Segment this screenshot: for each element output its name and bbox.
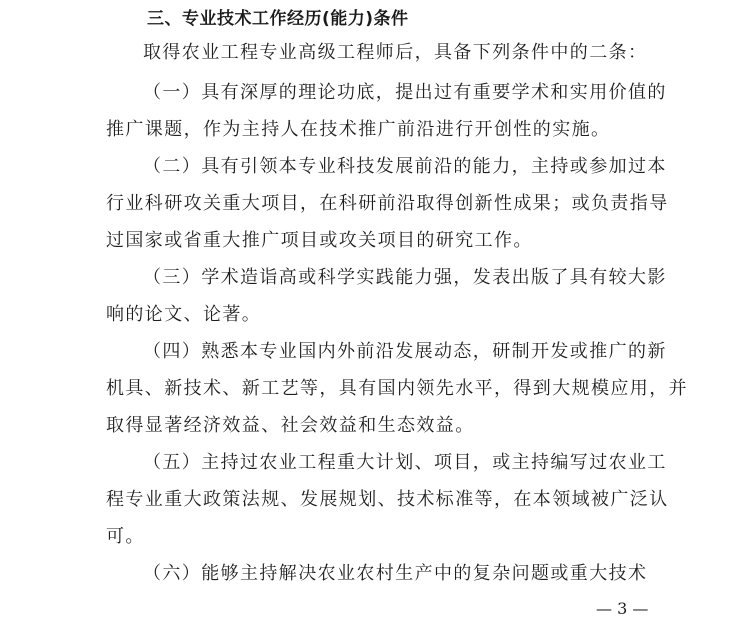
text-line: 可。	[106, 526, 145, 547]
text-line: （五）主持过农业工程重大计划、项目，或主持编写过农业工	[143, 452, 667, 473]
text-line: 取得显著经济效益、社会效益和生态效益。	[106, 415, 475, 436]
text-line: （六）能够主持解决农业农村生产中的复杂问题或重大技术	[143, 563, 648, 584]
text-line: 推广课题，作为主持人在技术推广前沿进行开创性的实施。	[106, 119, 611, 140]
text-line: （四）熟悉本专业国内外前沿发展动态，研制开发或推广的新	[143, 341, 667, 362]
text-line: 过国家或省重大推广项目或攻关项目的研究工作。	[106, 230, 533, 251]
page-number: — 3 —	[596, 599, 649, 618]
text-line: （二）具有引领本专业科技发展前沿的能力，主持或参加过本	[143, 156, 667, 177]
text-line: 机具、新技术、新工艺等，具有国内领先水平，得到大规模应用，并	[106, 378, 688, 399]
text-line: （一）具有深厚的理论功底，提出过有重要学术和实用价值的	[143, 82, 667, 103]
text-line: 程专业重大政策法规、发展规划、技术标准等，在本领域被广泛认	[106, 489, 669, 510]
text-line: 行业科研攻关重大项目，在科研前沿取得创新性成果；或负责指导	[106, 193, 669, 214]
text-line: 响的论文、论著。	[106, 304, 262, 325]
text-line: 取得农业工程专业高级工程师后，具备下列条件中的二条：	[143, 42, 648, 63]
text-line: （三）学术造诣高或科学实践能力强，发表出版了具有较大影	[143, 267, 667, 288]
section-heading: 三、专业技术工作经历(能力)条件	[147, 9, 409, 29]
